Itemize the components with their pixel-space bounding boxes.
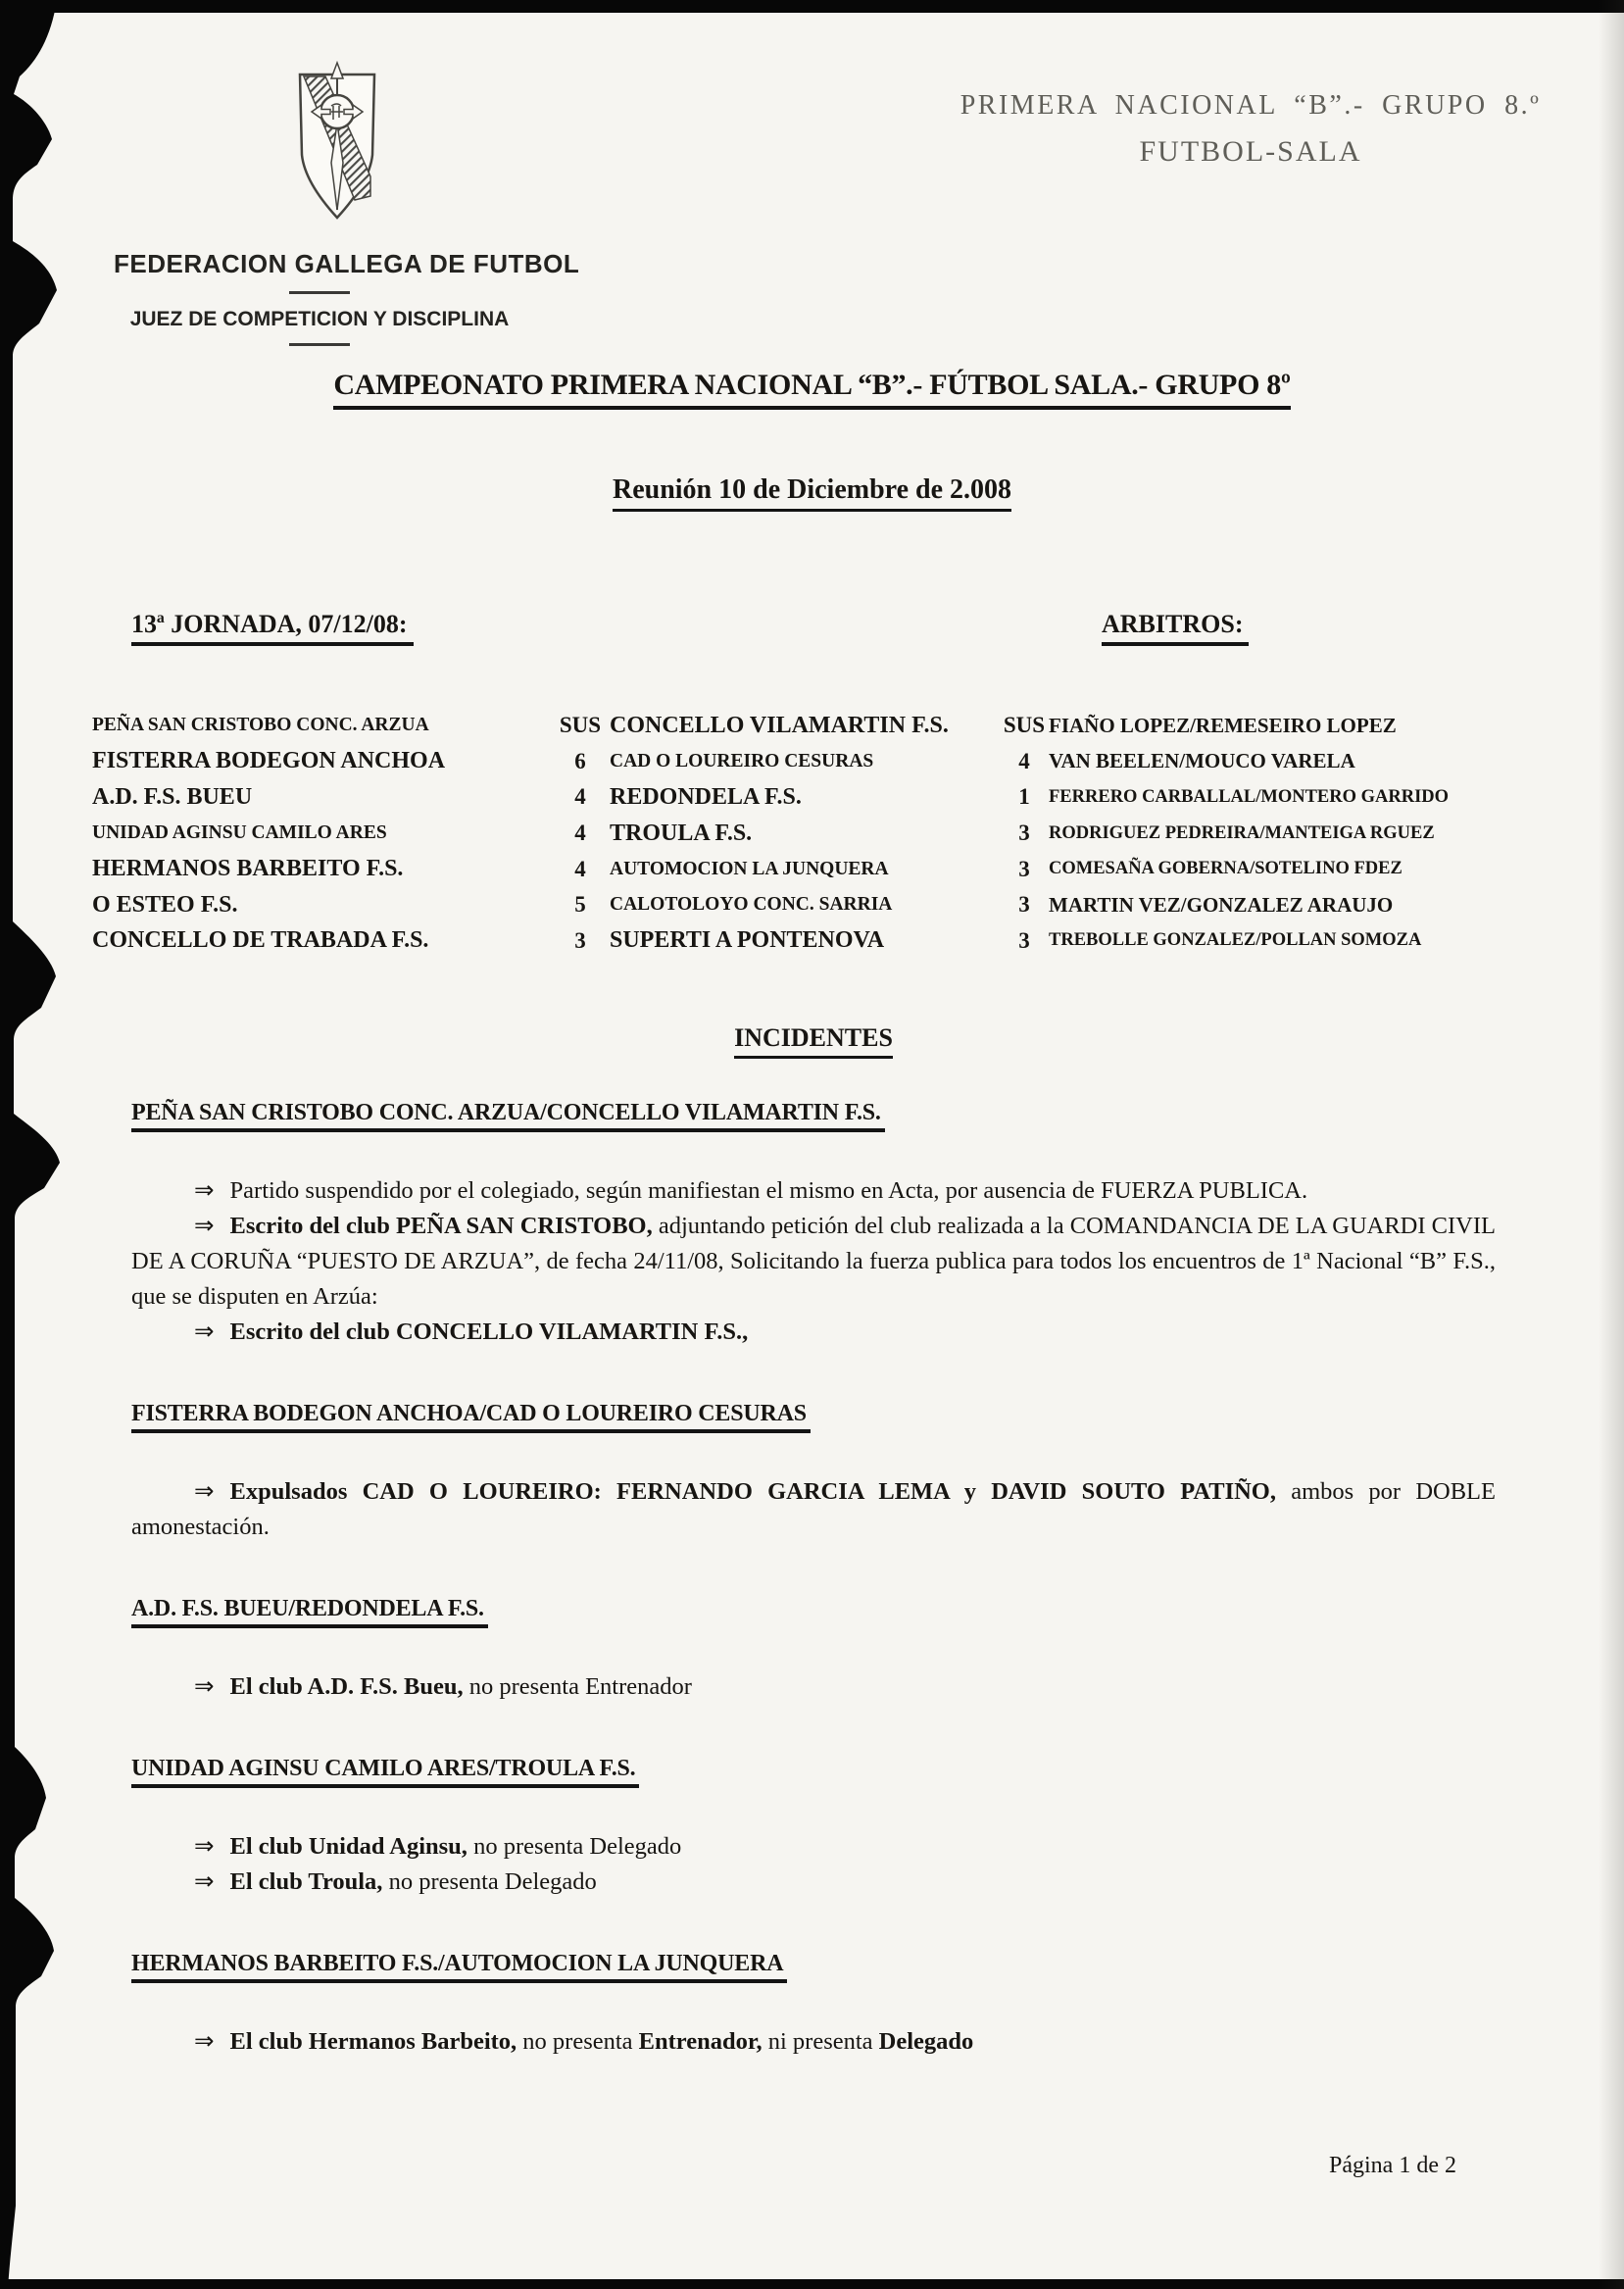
- double-arrow-icon: ⇒: [194, 1673, 215, 1700]
- away-team-cell: AUTOMOCION LA JUNQUERA: [610, 858, 889, 879]
- jornada-heading: 13ª JORNADA, 07/12/08:: [131, 610, 414, 646]
- referees-cell: FERRERO CARBALLAL/MONTERO GARRIDO: [1049, 786, 1450, 807]
- incident-section: [131, 1401, 1496, 1545]
- referees-cell: FIAÑO LOPEZ/REMESEIRO LOPEZ: [1049, 713, 1397, 737]
- incident-section: [131, 1756, 1496, 1900]
- competition-sport: FUTBOL-SALA: [1139, 135, 1362, 168]
- away-score-cell: SUS: [1003, 713, 1046, 738]
- scan-border-top: [0, 0, 1624, 13]
- home-score-cell: 4: [574, 784, 586, 810]
- incident-bullet: [131, 1209, 1496, 1315]
- incident-section: [131, 1100, 1496, 1350]
- incidents-block: [131, 1023, 1496, 2111]
- home-team-cell: O ESTEO F.S.: [92, 891, 238, 918]
- incident-text-segment: El club Troula,: [229, 1868, 383, 1895]
- home-team-cell: HERMANOS BARBEITO F.S.: [92, 856, 404, 882]
- referees-cell: VAN BEELEN/MOUCO VARELA: [1049, 749, 1355, 773]
- home-team-cell: FISTERRA BODEGON ANCHOA: [92, 748, 446, 774]
- home-score-cell: 5: [574, 892, 586, 918]
- home-score-cell: 6: [574, 748, 586, 773]
- double-arrow-icon: ⇒: [194, 1177, 215, 1204]
- incident-heading: [131, 1401, 1496, 1433]
- referees-cell: RODRIGUEZ PEDREIRA/MANTEIGA RGUEZ: [1049, 822, 1435, 843]
- home-score-cell: 3: [574, 927, 586, 953]
- incident-text-segment: ni presenta: [762, 2028, 879, 2055]
- away-score-cell: 4: [1018, 748, 1030, 773]
- double-arrow-icon: ⇒: [194, 1319, 215, 1345]
- incident-text-segment: El club A.D. F.S. Bueu,: [229, 1673, 464, 1700]
- incidents-title: INCIDENTES: [131, 1023, 1496, 1059]
- incident-text-segment: no presenta Delegado: [467, 1833, 682, 1860]
- incident-text-segment: Delegado: [878, 2028, 974, 2055]
- away-team-cell: CAD O LOUREIRO CESURAS: [610, 750, 874, 771]
- home-team-cell: CONCELLO DE TRABADA F.S.: [92, 927, 429, 954]
- away-score-cell: 3: [1018, 892, 1030, 918]
- federation-crest-icon: [290, 61, 384, 229]
- incident-text-segment: no presenta Delegado: [382, 1868, 597, 1895]
- incident-bullet: [131, 2024, 1496, 2060]
- incident-text-segment: El club Hermanos Barbeito,: [229, 2028, 517, 2055]
- incident-heading: [131, 1756, 1496, 1788]
- double-arrow-icon: ⇒: [194, 1478, 215, 1505]
- incident-text-segment: Partido suspendido por el colegiado, según manifiestan el mismo en Acta, por ausencia de FUERZA PUBLICA.: [229, 1177, 1308, 1204]
- incident-heading: [131, 1596, 1496, 1628]
- scan-edge-shadow: [1599, 0, 1624, 2289]
- double-arrow-icon: ⇒: [194, 2028, 215, 2055]
- double-arrow-icon: ⇒: [194, 1833, 215, 1860]
- competition-header: [951, 90, 1550, 169]
- incident-heading-text: FISTERRA BODEGON ANCHOA/CAD O LOUREIRO CESURAS: [131, 1401, 811, 1433]
- incident-heading: [131, 1951, 1496, 1983]
- meeting-date: [0, 474, 1624, 512]
- incident-bullet: [131, 1173, 1496, 1209]
- incident-heading-text: PEÑA SAN CRISTOBO CONC. ARZUA/CONCELLO VILAMARTIN F.S.: [131, 1100, 885, 1132]
- incident-heading-text: A.D. F.S. BUEU/REDONDELA F.S.: [131, 1596, 488, 1628]
- meeting-date-text: Reunión 10 de Diciembre de 2.008: [613, 474, 1011, 512]
- away-score-cell: 1: [1018, 784, 1030, 810]
- scan-border-bottom: [0, 2279, 1624, 2289]
- results-table: [92, 708, 1591, 959]
- incident-heading-text: HERMANOS BARBEITO F.S./AUTOMOCION LA JUNQUERA: [131, 1951, 787, 1983]
- referees-cell: MARTIN VEZ/GONZALEZ ARAUJO: [1049, 892, 1394, 917]
- divider: [289, 343, 350, 346]
- double-arrow-icon: ⇒: [194, 1213, 215, 1239]
- double-arrow-icon: ⇒: [194, 1868, 215, 1895]
- home-score-cell: 4: [574, 856, 586, 881]
- away-team-cell: CALOTOLOYO CONC. SARRIA: [610, 894, 893, 916]
- incident-text-segment: no presenta Entrenador: [463, 1673, 692, 1700]
- incident-bullet: [131, 1865, 1496, 1900]
- away-team-cell: CONCELLO VILAMARTIN F.S.: [610, 712, 949, 738]
- incident-bullet: [131, 1474, 1496, 1545]
- incident-text-segment: Escrito del club CONCELLO VILAMARTIN F.S.,: [229, 1319, 749, 1345]
- document-title: [0, 369, 1624, 410]
- incident-text-segment: Expulsados CAD O LOUREIRO: FERNANDO GARCIA LEMA y DAVID SOUTO PATIÑO,: [229, 1478, 1276, 1505]
- divider: [289, 291, 350, 294]
- incident-bullet: [131, 1315, 1496, 1350]
- organization-block: [114, 249, 580, 360]
- document-title-text: CAMPEONATO PRIMERA NACIONAL “B”.- FÚTBOL SALA.- GRUPO 8º: [333, 369, 1290, 410]
- incident-heading-text: UNIDAD AGINSU CAMILO ARES/TROULA F.S.: [131, 1756, 639, 1788]
- home-team-cell: PEÑA SAN CRISTOBO CONC. ARZUA: [92, 715, 429, 736]
- home-team-cell: A.D. F.S. BUEU: [92, 783, 253, 810]
- incident-bullet: [131, 1829, 1496, 1865]
- away-team-cell: SUPERTI A PONTENOVA: [610, 927, 885, 954]
- home-team-cell: UNIDAD AGINSU CAMILO ARES: [92, 822, 387, 844]
- incident-text-segment: Escrito del club PEÑA SAN CRISTOBO,: [229, 1213, 653, 1239]
- incident-section: [131, 1951, 1496, 2060]
- referees-cell: COMESAÑA GOBERNA/SOTELINO FDEZ: [1049, 859, 1403, 879]
- away-team-cell: REDONDELA F.S.: [610, 783, 802, 810]
- organization-name: FEDERACION GALLEGA DE FUTBOL: [114, 249, 580, 278]
- competition-line: PRIMERA NACIONAL “B”.- GRUPO 8.º: [960, 90, 1542, 121]
- home-score-cell: SUS: [559, 713, 602, 738]
- incident-heading: [131, 1100, 1496, 1132]
- away-team-cell: TROULA F.S.: [610, 820, 753, 846]
- incident-text-segment: adjuntando petición del club realizada a la COMANDANCIA DE LA GUARDI CIVIL DE A CORUÑA “PUESTO DE ARZUA”, de fecha 24/11/08, Solicitando la fuerza publica para todos los encuentros de 1ª Nacional “B” F.S., que se disputen en Arzúa:: [131, 1213, 1496, 1310]
- arbitros-heading: ARBITROS:: [1102, 610, 1249, 646]
- incident-sections: [131, 1100, 1496, 2060]
- referees-cell: TREBOLLE GONZALEZ/POLLAN SOMOZA: [1049, 930, 1422, 951]
- page-number: Página 1 de 2: [1329, 2153, 1456, 2178]
- torn-paper-edge: [0, 0, 69, 2289]
- organization-department: JUEZ DE COMPETICION Y DISCIPLINA: [129, 308, 510, 330]
- incident-text-segment: no presenta: [517, 2028, 639, 2055]
- home-score-cell: 4: [574, 821, 586, 846]
- incident-text-segment: Entrenador,: [638, 2028, 763, 2055]
- incident-text-segment: ambos por DOBLE amonestación.: [131, 1478, 1496, 1540]
- incident-section: [131, 1596, 1496, 1705]
- incident-text-segment: El club Unidad Aginsu,: [229, 1833, 468, 1860]
- away-score-cell: 3: [1018, 821, 1030, 846]
- incident-bullet: [131, 1669, 1496, 1705]
- away-score-cell: 3: [1018, 927, 1030, 953]
- away-score-cell: 3: [1018, 856, 1030, 881]
